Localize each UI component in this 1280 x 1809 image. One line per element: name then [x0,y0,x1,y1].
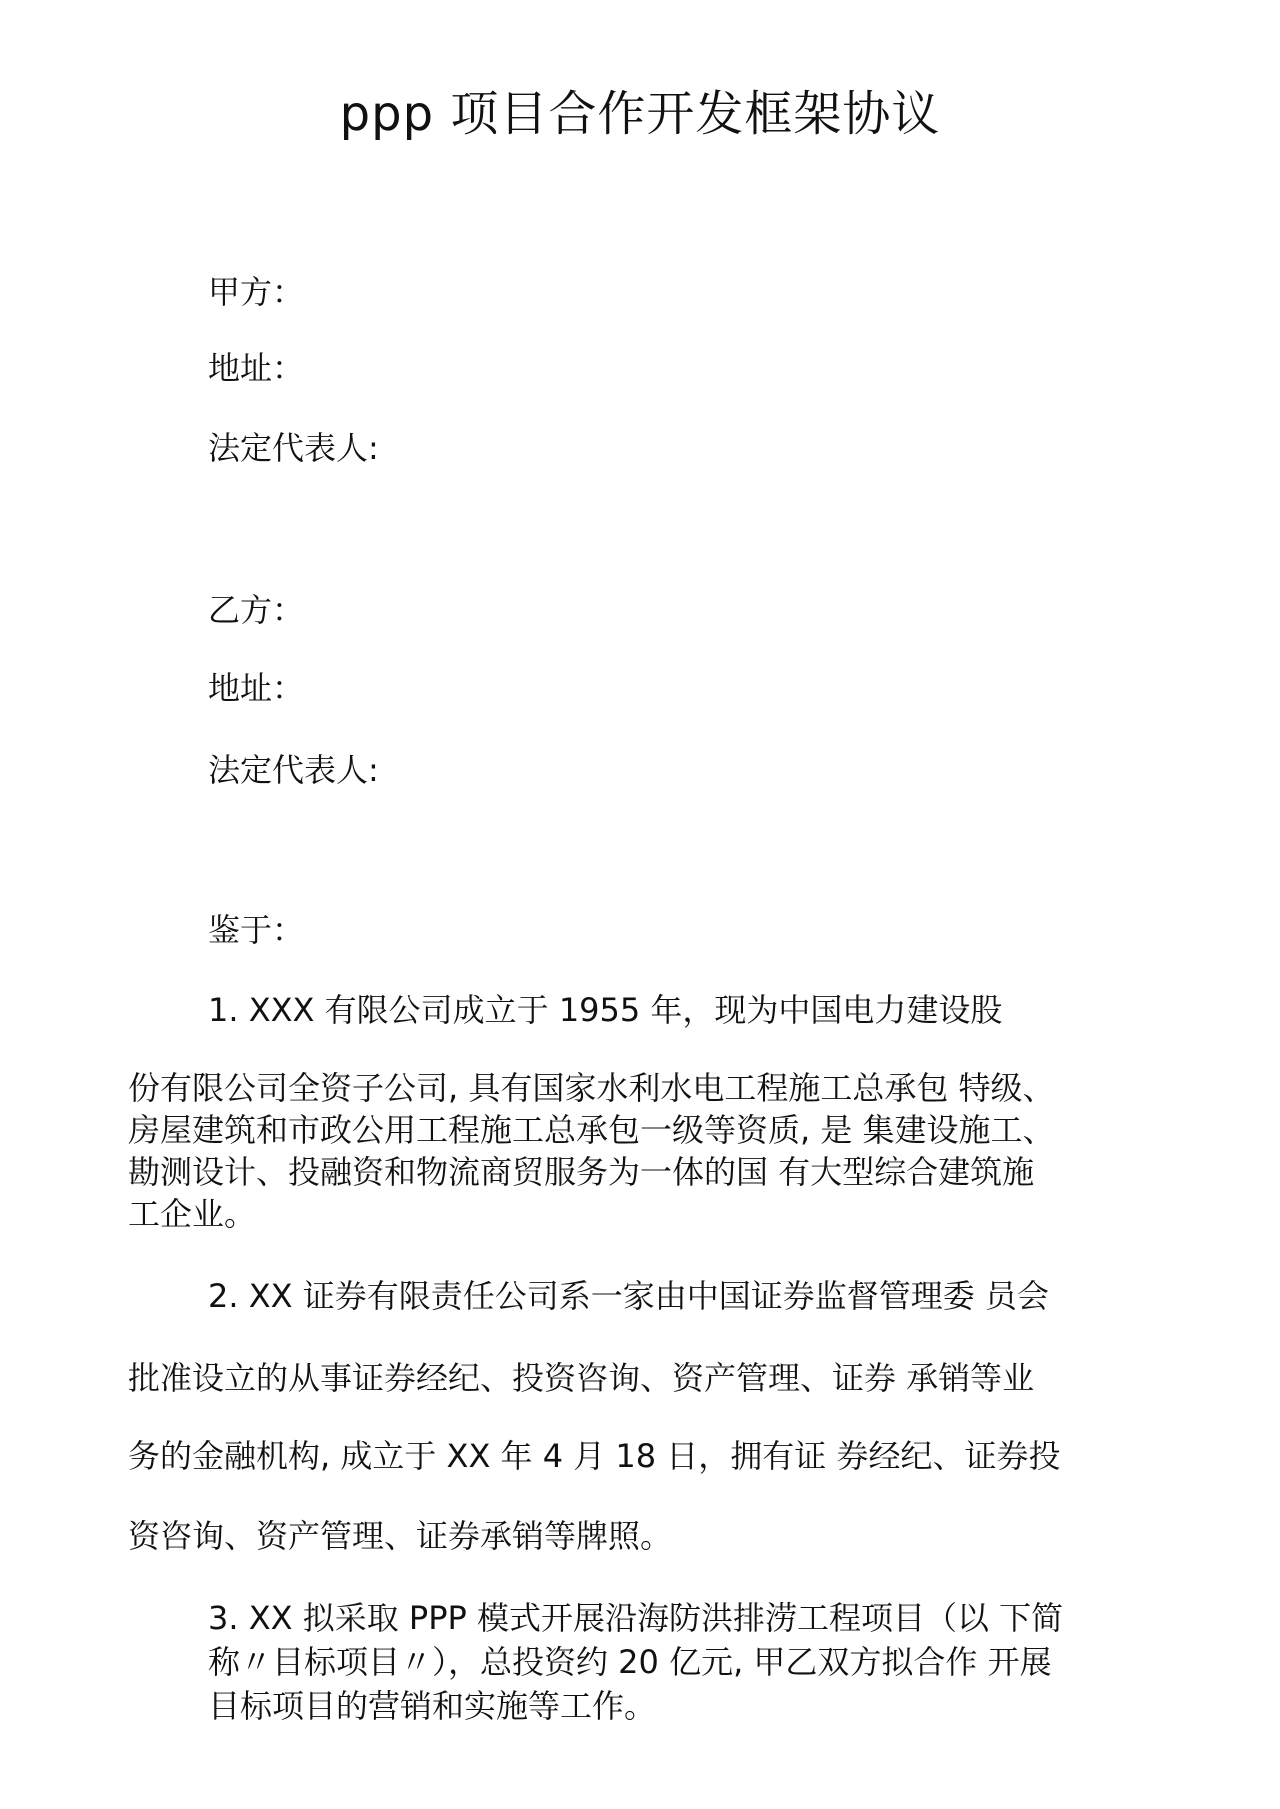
document-title: ppp 项目合作开发框架协议 [339,86,941,142]
clause1-line: 1. XXX 有限公司成立于 1955 年，现为中国电力建设股 [208,991,1003,1029]
clause2-line: 务的金融机构, 成立于 XX 年 4 月 18 日，拥有证 券经纪、证券投 [128,1437,1061,1475]
clause1-line: 勘测设计、投融资和物流商贸服务为一体的国 有大型综合建筑施 [128,1153,1035,1191]
party-b-representative-label: 法定代表人: [208,751,379,789]
clause2-line: 2. XX 证券有限责任公司系一家由中国证券监督管理委 员会 [208,1277,1049,1315]
party-a-label: 甲方： [208,273,305,311]
clause1-line: 工企业。 [128,1195,257,1233]
clause2-line: 批准设立的从事证券经纪、投资咨询、资产管理、证券 承销等业 [128,1359,1035,1397]
whereas-label: 鉴于： [208,911,305,949]
clause3-line: 3. XX 拟采取 PPP 模式开展沿海防洪排涝工程项目（以 下简 [208,1599,1064,1637]
clause3-line: 目标项目的营销和实施等工作。 [208,1687,657,1725]
clause1-line: 份有限公司全资子公司, 具有国家水利水电工程施工总承包 特级、 [128,1069,1055,1107]
clause2-line: 资咨询、资产管理、证券承销等牌照。 [128,1517,673,1555]
party-b-address-label: 地址： [208,669,305,707]
clause1-line: 房屋建筑和市政公用工程施工总承包一级等资质, 是 集建设施工、 [128,1111,1055,1149]
party-a-address-label: 地址： [208,349,305,387]
party-b-label: 乙方： [208,591,305,629]
clause3-line: 称〃目标项目〃），总投资约 20 亿元, 甲乙双方拟合作 开展 [208,1643,1052,1681]
party-a-representative-label: 法定代表人: [208,429,379,467]
